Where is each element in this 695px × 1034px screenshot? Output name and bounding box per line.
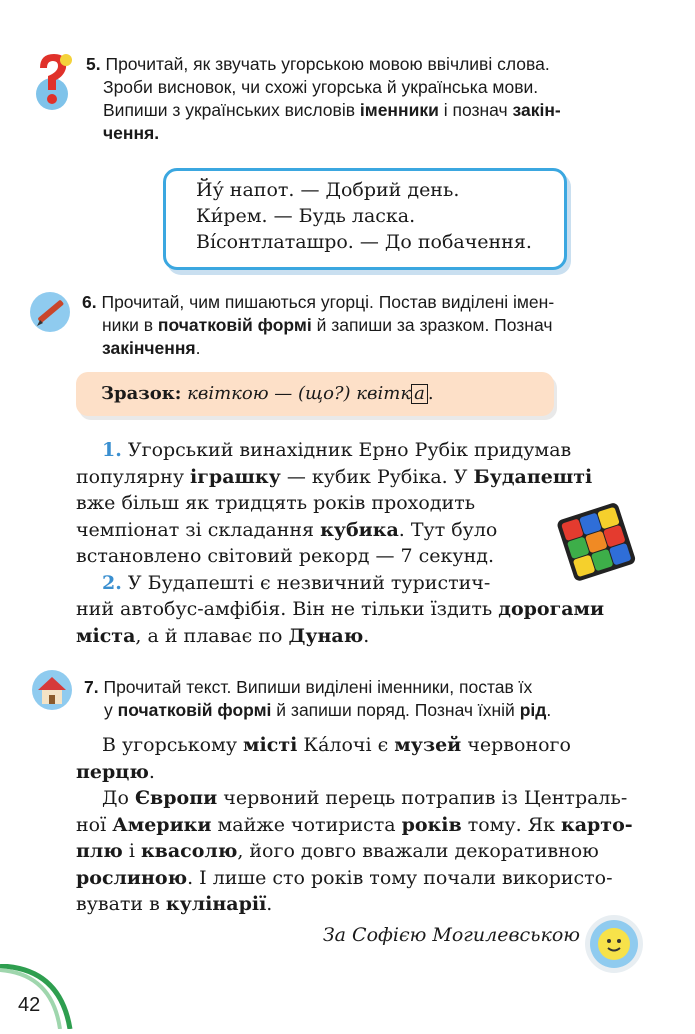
bold-term: дорогами	[498, 598, 605, 620]
bold-term: рослиною	[76, 866, 188, 889]
text-line: У Будапешті є незвичний туристич-	[121, 571, 491, 594]
greeting-line: Ві́сонтлаташро. — До побачення.	[196, 231, 532, 253]
text-line: встановлено світовий рекорд — 7 секунд.	[76, 545, 494, 567]
task-7	[84, 676, 640, 722]
bold-term: музей	[394, 734, 462, 756]
text-line: До	[102, 787, 135, 809]
bold-term: закін-	[512, 100, 561, 120]
pen-icon	[28, 290, 72, 334]
task-5-line: Зроби висновок, чи схожі угорська й українська мови.	[103, 77, 539, 97]
text-line: ної	[76, 813, 113, 836]
text-line: .	[266, 893, 273, 915]
text-line: вувати в	[76, 893, 166, 915]
task-7-number: 7.	[84, 677, 99, 697]
bold-term: іграшку	[190, 465, 281, 488]
text-line: ний автобус-амфібія. Він не тільки їздить	[76, 598, 499, 620]
bold-term: квасолю	[140, 840, 238, 862]
bold-term: іменники	[359, 100, 439, 120]
text-line: , його довго вважали декоративною	[237, 840, 599, 862]
task-7-line: Прочитай текст. Випиши виділені іменники, постав їх	[103, 677, 533, 697]
text-line: тому. Як	[461, 813, 561, 836]
bold-term: чення.	[103, 123, 160, 143]
bold-term: міста	[76, 624, 136, 647]
bold-term: перцю	[76, 760, 149, 783]
text-line: Ка́лочі є	[297, 734, 395, 756]
task-7-line: й запиши поряд. Познач їхній	[271, 700, 520, 720]
bold-term: закінчення	[102, 338, 196, 358]
bold-term: кулінарії	[165, 893, 267, 915]
text-line: .	[363, 624, 370, 647]
text-line: .	[148, 760, 155, 783]
greeting-line: Йу́ напот. — Добрий день.	[196, 179, 460, 201]
task-5-line: і познач	[438, 100, 513, 120]
sample-end: .	[427, 383, 434, 404]
bold-term: карто-	[560, 813, 633, 836]
text-line: червоний перець потрапив із Централь-	[217, 787, 628, 809]
text-line: чемпіонат зі складання	[76, 518, 321, 541]
text-line: . Тут було	[398, 518, 498, 541]
text-line: . І лише сто років тому почали використо-	[187, 866, 613, 889]
bold-term: Дунаю	[288, 624, 364, 647]
task-6-line: й запиши за зразком. Познач	[311, 315, 553, 335]
task-5-line: Випиши з українських висловів	[103, 100, 360, 120]
task-7-line: у	[104, 700, 118, 720]
bold-term: місті	[243, 734, 298, 756]
bold-term: кубика	[320, 518, 399, 541]
paragraph-number: 1.	[102, 439, 122, 461]
task-6-line: Прочитай, чим пишаються угорці. Постав виділені імен-	[101, 292, 555, 312]
sample-text: квіткою — (що?) квітк	[181, 383, 412, 404]
page-number: 42	[18, 994, 41, 1016]
paragraph-number: 2.	[102, 571, 122, 594]
sample-box	[76, 372, 554, 416]
bold-term: рід	[519, 700, 547, 720]
rubiks-cube-icon	[550, 500, 642, 582]
text-line: — кубик Рубіка. У	[280, 465, 474, 488]
bold-term: початковій формі	[117, 700, 272, 720]
house-icon	[30, 668, 74, 712]
sample-ending: а	[411, 384, 428, 404]
text-line: майже чотириста	[211, 813, 402, 836]
text-line: популярну	[76, 465, 191, 488]
task-7-line: .	[546, 700, 552, 720]
task-6-line: .	[195, 338, 201, 358]
text-line: і	[122, 840, 141, 862]
task-5-line: Прочитай, як звучать угорською мовою ввічливі слова.	[105, 54, 550, 74]
task-6-line: ники в	[102, 315, 158, 335]
sample-label: Зразок:	[101, 383, 182, 404]
smiley-icon	[583, 913, 645, 975]
bold-term: Будапешті	[473, 465, 593, 488]
text-line: , а й плаває по	[135, 624, 289, 647]
task-6	[82, 291, 639, 360]
bold-term: років	[401, 813, 462, 836]
text-line: вже більш як тридцять років проходить	[76, 492, 476, 514]
text-line: В угорському	[102, 734, 244, 756]
attribution: За Софією Могилевською	[322, 924, 580, 946]
bold-term: Європи	[134, 787, 218, 809]
text-line: Угорський винахідник Ерно Рубік придумав	[121, 439, 572, 461]
question-icon	[30, 50, 76, 112]
greetings-box	[163, 168, 567, 270]
reading-text-3	[76, 732, 640, 918]
greeting-line: Ки́рем. — Будь ласка.	[196, 205, 416, 227]
task-5	[86, 53, 642, 145]
bold-term: Америки	[112, 813, 212, 836]
task-6-number: 6.	[82, 292, 97, 312]
task-5-number: 5.	[86, 54, 101, 74]
bold-term: початковій формі	[157, 315, 312, 335]
text-line: червоного	[461, 734, 571, 756]
bold-term: плю	[76, 840, 123, 862]
